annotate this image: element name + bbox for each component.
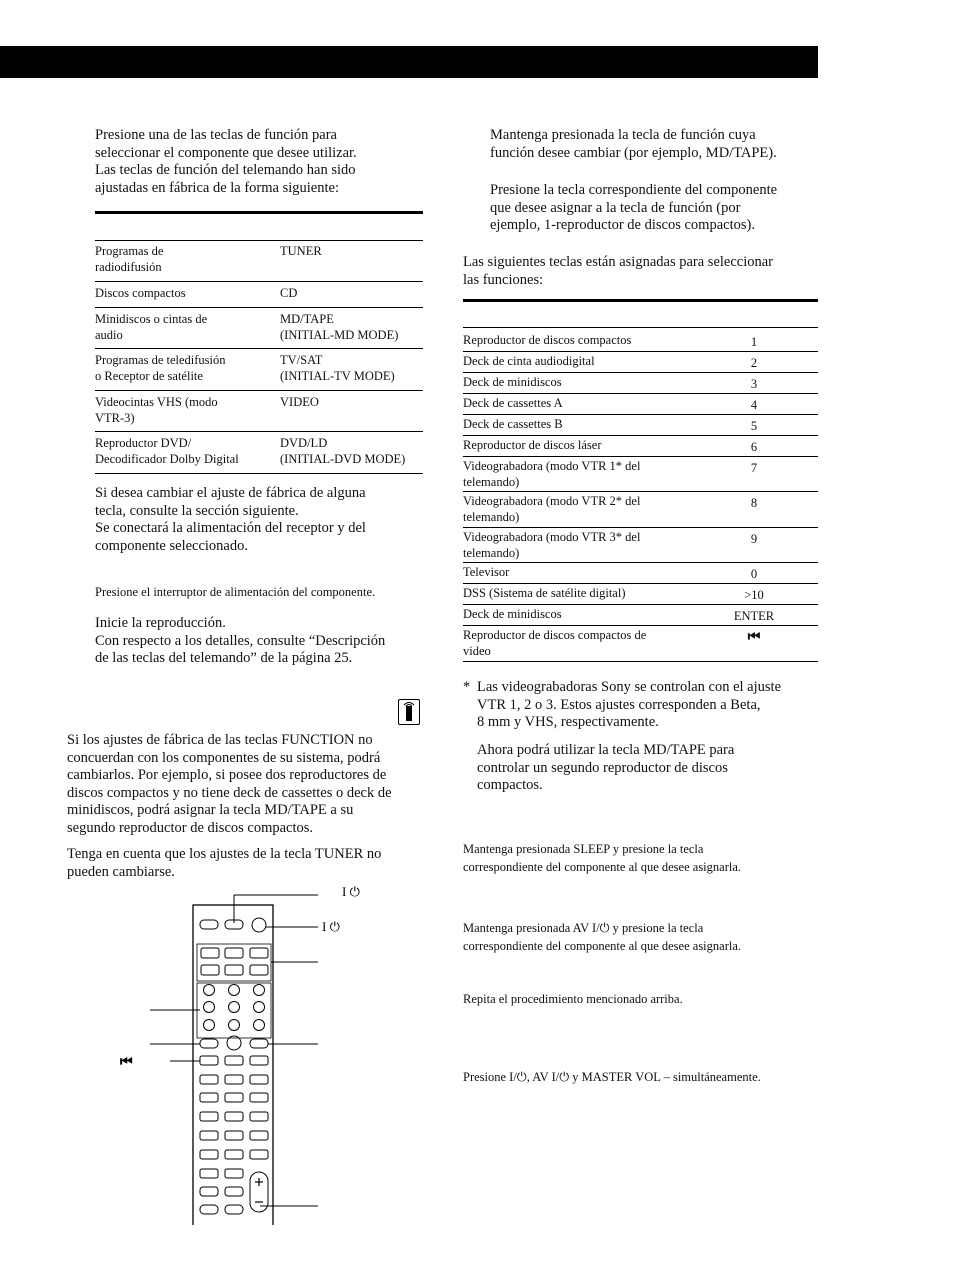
text-line: Presione una de las teclas de función para xyxy=(95,127,337,143)
remote-button xyxy=(252,918,266,932)
table-rule xyxy=(463,372,818,373)
table-rule xyxy=(95,281,423,282)
cell-line: telemando) xyxy=(463,545,520,560)
cell-line: DSS (Sistema de satélite digital) xyxy=(463,586,626,600)
text-line: que desee asignar a la tecla de función (por xyxy=(490,199,741,216)
table-rule xyxy=(463,456,818,457)
repeat-paragraph: Repita el procedimiento mencionado arriba. xyxy=(463,992,683,1006)
power-label: I ⏻ xyxy=(322,919,340,934)
cell-line: TUNER xyxy=(280,244,322,258)
cell-line: Deck de cinta audiodigital xyxy=(463,354,595,368)
key-cell: 0 xyxy=(750,567,758,581)
text-line: controlar un segundo reproductor de discos xyxy=(477,759,728,776)
key-cell xyxy=(280,312,398,343)
remote-control-icon xyxy=(398,699,420,725)
cell-line: DVD/LD xyxy=(280,436,328,450)
text-line: Si desea cambiar el ajuste de fábrica de alguna xyxy=(95,485,366,501)
text-line: correspondiente del componente al que desee asignarla. xyxy=(463,939,742,953)
step2-paragraph xyxy=(490,182,830,235)
cell-line: Televisor xyxy=(463,565,510,579)
cell-line: audio xyxy=(95,327,123,342)
component-cell xyxy=(463,396,563,412)
table-rule xyxy=(463,393,818,394)
cell-line: Deck de minidiscos xyxy=(463,375,562,389)
text-line: tecla, consulte la sección siguiente. xyxy=(95,502,299,519)
table-rule xyxy=(463,299,818,302)
number-key-group xyxy=(197,983,271,1038)
text-line: de las teclas del telemando” de la página 25. xyxy=(95,650,353,666)
key-cell: 7 xyxy=(750,461,758,475)
component-cell xyxy=(95,312,207,343)
text-line: ejemplo, 1-reproductor de discos compactos). xyxy=(490,217,755,233)
text-line: Si los ajustes de fábrica de las teclas FUNCTION no xyxy=(67,732,373,748)
playback-paragraph xyxy=(95,615,425,668)
cell-line: Deck de minidiscos xyxy=(463,607,562,621)
power-note: Presione el interruptor de alimentación del componente. xyxy=(95,585,376,599)
component-cell xyxy=(463,494,640,525)
av-paragraph xyxy=(463,919,818,955)
key-cell: 3 xyxy=(750,377,758,391)
intro-paragraph xyxy=(95,127,425,197)
component-cell xyxy=(463,354,595,370)
text-line: las funciones: xyxy=(463,271,544,288)
component-cell xyxy=(463,565,509,581)
cell-line: MD/TAPE xyxy=(280,312,334,326)
component-cell xyxy=(463,459,640,490)
text-line: correspondiente del componente al que desee asignarla. xyxy=(463,860,742,874)
text-line: Inicie la reproducción. xyxy=(95,615,226,631)
cell-line: TV/SAT xyxy=(280,353,323,367)
component-cell xyxy=(463,417,563,433)
key-cell: 2 xyxy=(750,356,758,370)
text-line: concuerdan con los componentes de su sistema, podrá xyxy=(67,749,381,766)
text-line: Con respecto a los detalles, consulte “Descripción xyxy=(95,632,386,649)
cell-line: radiodifusión xyxy=(95,259,162,274)
now-paragraph xyxy=(477,742,822,795)
text-line: Presione la tecla correspondiente del componente xyxy=(490,182,778,198)
cell-line: Videograbadora (modo VTR 3* del xyxy=(463,530,641,544)
text-line: ajustadas en fábrica de la forma siguiente: xyxy=(95,179,339,196)
cell-line: Videocintas VHS (modo xyxy=(95,395,218,409)
key-cell: 6 xyxy=(750,440,758,454)
reset-paragraph: Presione I/⏻, AV I/⏻ y MASTER VOL – simultáneamente. xyxy=(463,1070,761,1084)
key-cell xyxy=(280,286,297,302)
cell-line: (INITIAL-DVD MODE) xyxy=(280,451,406,466)
text-line: discos compactos y no tiene deck de cassettes o deck de xyxy=(67,784,392,801)
text-line: Se conectará la alimentación del receptor y del xyxy=(95,520,366,536)
component-cell xyxy=(463,375,562,391)
cell-line: VTR-3) xyxy=(95,410,135,425)
component-cell xyxy=(95,395,218,426)
text-line: componente seleccionado. xyxy=(95,537,248,554)
table-rule xyxy=(95,240,423,241)
cell-line: Reproductor de discos compactos de xyxy=(463,628,647,642)
key-cell: ENTER xyxy=(733,609,775,623)
cell-line: Decodificador Dolby Digital xyxy=(95,451,239,466)
key-cell: 9 xyxy=(750,532,758,546)
table-rule xyxy=(95,307,423,308)
cell-line: video xyxy=(463,643,491,658)
table-rule xyxy=(95,348,423,349)
table-rule xyxy=(95,211,423,214)
footnote-paragraph xyxy=(477,679,822,732)
text-line: Las teclas de función del telemando han sido xyxy=(95,162,356,178)
component-cell xyxy=(95,353,226,384)
text-line: Ahora podrá utilizar la tecla MD/TAPE para xyxy=(477,742,735,758)
skip-back-label: ⏮ xyxy=(120,1055,133,1070)
text-line: segundo reproductor de discos compactos. xyxy=(67,819,314,836)
text-line: minidiscos, podrá asignar la tecla MD/TAPE a su xyxy=(67,802,354,818)
component-cell xyxy=(463,628,646,659)
component-cell xyxy=(463,607,562,623)
cell-line: (INITIAL-TV MODE) xyxy=(280,368,395,383)
sleep-paragraph xyxy=(463,840,818,876)
text-line: Mantenga presionada SLEEP y presione la tecla xyxy=(463,842,704,856)
table-rule xyxy=(95,390,423,391)
tuner-note-paragraph xyxy=(67,846,429,881)
table-rule xyxy=(463,625,818,626)
step1-paragraph xyxy=(490,127,830,162)
remote-diagram xyxy=(110,880,370,1225)
cell-line: Reproductor DVD/ xyxy=(95,436,192,450)
key-cell xyxy=(280,353,395,384)
cell-line: Minidiscos o cintas de xyxy=(95,312,208,326)
key-cell: 8 xyxy=(750,496,758,510)
cell-line: CD xyxy=(280,286,298,300)
after-table-paragraph xyxy=(95,485,425,555)
text-line: pueden cambiarse. xyxy=(67,863,175,880)
text-line: 8 mm y VHS, respectivamente. xyxy=(477,714,659,730)
table-rule xyxy=(463,583,818,584)
table-rule xyxy=(463,604,818,605)
text-line: Las videograbadoras Sony se controlan con el ajuste xyxy=(477,679,782,695)
text-line: seleccionar el componente que desee utilizar. xyxy=(95,144,357,161)
text-line: Tenga en cuenta que los ajustes de la tecla TUNER no xyxy=(67,846,382,862)
change-settings-paragraph xyxy=(67,732,429,837)
key-cell xyxy=(280,436,405,467)
remote-button xyxy=(200,920,218,929)
power-label: I ⏻ xyxy=(342,884,360,899)
cell-line: Programas de teledifusión xyxy=(95,353,226,367)
footnote-mark: * xyxy=(463,679,471,695)
text-line: Las siguientes teclas están asignadas para seleccionar xyxy=(463,254,774,270)
header-bar xyxy=(0,46,818,78)
cell-line: telemando) xyxy=(463,474,520,489)
cell-line: Discos compactos xyxy=(95,286,186,300)
component-cell xyxy=(463,530,640,561)
table-rule xyxy=(463,351,818,352)
key-cell: 4 xyxy=(750,398,758,412)
component-cell xyxy=(95,286,186,302)
cell-line: Reproductor de discos compactos xyxy=(463,333,632,347)
component-cell xyxy=(95,436,239,467)
key-cell xyxy=(280,395,319,411)
component-cell xyxy=(463,586,625,602)
cell-line: Reproductor de discos láser xyxy=(463,438,602,452)
cell-line: Videograbadora (modo VTR 2* del xyxy=(463,494,641,508)
table-rule xyxy=(95,431,423,432)
cell-line: Videograbadora (modo VTR 1* del xyxy=(463,459,641,473)
table-rule xyxy=(463,562,818,563)
key-cell: 5 xyxy=(750,419,758,433)
table-rule xyxy=(463,527,818,528)
text-line: función desee cambiar (por ejemplo, MD/TAPE). xyxy=(490,144,777,161)
text-line: cambiarlos. Por ejemplo, si posee dos reproductores de xyxy=(67,767,387,783)
key-cell xyxy=(280,244,322,260)
table-rule xyxy=(463,414,818,415)
cell-line: Programas de xyxy=(95,244,164,258)
table-rule xyxy=(463,435,818,436)
text-line: VTR 1, 2 o 3. Estos ajustes corresponden a Beta, xyxy=(477,696,761,713)
assigned-keys-paragraph xyxy=(463,254,818,289)
key-cell: 1 xyxy=(750,335,758,349)
table-rule xyxy=(463,491,818,492)
cell-line: o Receptor de satélite xyxy=(95,368,203,383)
cell-line: (INITIAL-MD MODE) xyxy=(280,327,399,342)
cell-line: VIDEO xyxy=(280,395,319,409)
component-cell xyxy=(463,438,602,454)
cell-line: telemando) xyxy=(463,509,520,524)
component-cell xyxy=(463,333,631,349)
table-rule xyxy=(463,661,818,662)
table-rule xyxy=(95,473,423,474)
text-line: Mantenga presionada la tecla de función cuya xyxy=(490,127,756,143)
text-line: compactos. xyxy=(477,777,543,793)
key-cell: >10 xyxy=(744,588,764,602)
table-rule xyxy=(463,327,818,328)
component-cell xyxy=(95,244,163,275)
cell-line: Deck de cassettes B xyxy=(463,417,563,431)
cell-line: Deck de cassettes A xyxy=(463,396,563,410)
text-line: Mantenga presionada AV I/⏻ y presione la tecla xyxy=(463,921,704,935)
key-cell: ⏮ xyxy=(747,630,761,645)
